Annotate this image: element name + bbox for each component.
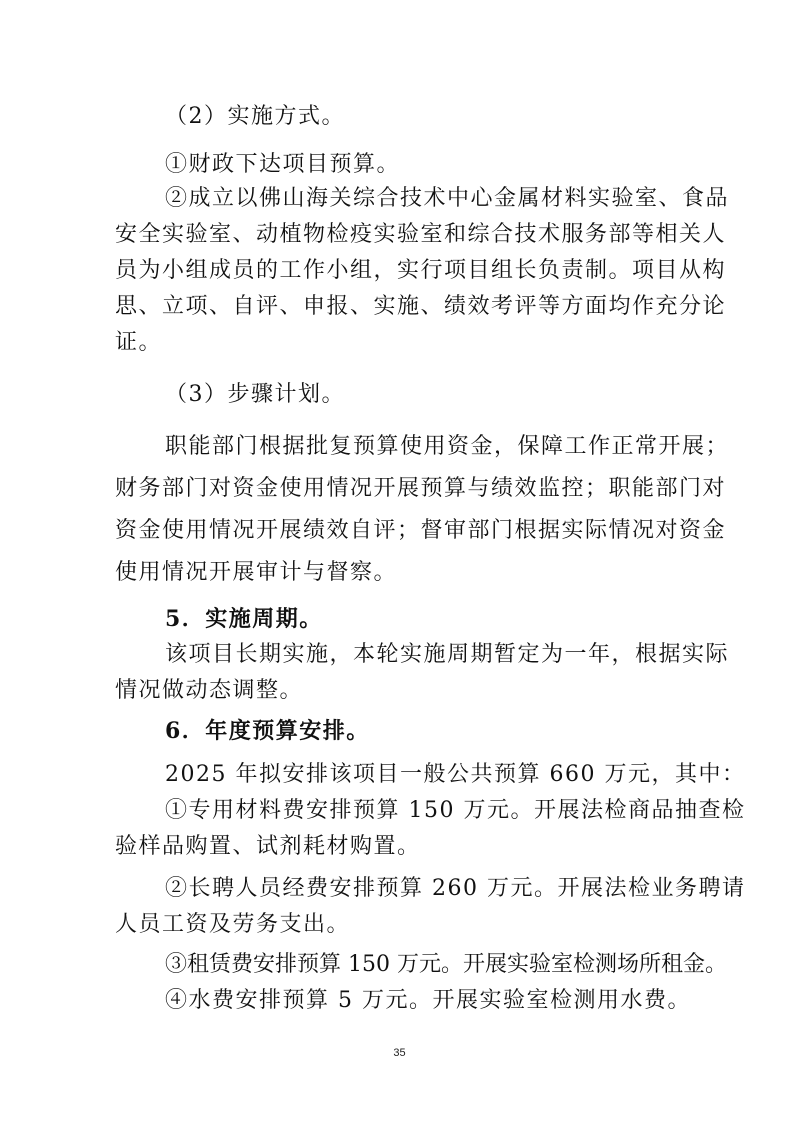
paragraph-staff-line: 人员工资及劳务支出。 — [115, 912, 351, 937]
paragraph-working-group-line: 思、立项、自评、申报、实施、绩效考评等方面均作充分论 — [115, 294, 727, 319]
paragraph-steps-line: 职能部门根据批复预算使用资金，保障工作正常开展； — [165, 434, 730, 459]
paragraph-materials-line: 验样品购置、试剂耗材购置。 — [115, 834, 421, 859]
paragraph-rent: ③租赁费安排预算 150 万元。开展实验室检测场所租金。 — [165, 952, 727, 977]
paragraph-working-group-line: 安全实验室、动植物检疫实验室和综合技术服务部等相关人 — [115, 222, 727, 247]
paragraph-steps-line: 资金使用情况开展绩效自评；督审部门根据实际情况对资金 — [115, 518, 727, 543]
section-heading-implementation-period: 5．实施周期。 — [165, 606, 323, 632]
paragraph-working-group-line: ②成立以佛山海关综合技术中心金属材料实验室、食品 — [165, 186, 730, 211]
paragraph-staff-line: ②长聘人员经费安排预算 260 万元。开展法检业务聘请 — [165, 876, 746, 901]
paragraph-working-group-line: 员为小组成员的工作小组，实行项目组长负责制。项目从构 — [115, 258, 727, 283]
page-number: 35 — [393, 1047, 406, 1059]
section-heading-annual-budget: 6．年度预算安排。 — [165, 718, 370, 744]
paragraph-period-line: 情况做动态调整。 — [115, 678, 304, 703]
paragraph-materials-line: ①专用材料费安排预算 150 万元。开展法检商品抽查检 — [165, 798, 746, 823]
paragraph-implementation-method: （2）实施方式。 — [165, 104, 345, 129]
paragraph-budget-total: 2025 年拟安排该项目一般公共预算 660 万元，其中： — [165, 762, 746, 787]
paragraph-water: ④水费安排预算 5 万元。开展实验室检测用水费。 — [165, 988, 691, 1013]
paragraph-working-group-line: 证。 — [115, 330, 163, 355]
paragraph-steps-line: 使用情况开展审计与督察。 — [115, 560, 398, 585]
paragraph-steps-line: 财务部门对资金使用情况开展预算与绩效监控；职能部门对 — [115, 476, 727, 501]
paragraph-period-line: 该项目长期实施，本轮实施周期暂定为一年，根据实际 — [165, 642, 730, 667]
paragraph-step-plan: （3）步骤计划。 — [165, 382, 345, 407]
paragraph-finance-budget: ①财政下达项目预算。 — [165, 152, 401, 177]
